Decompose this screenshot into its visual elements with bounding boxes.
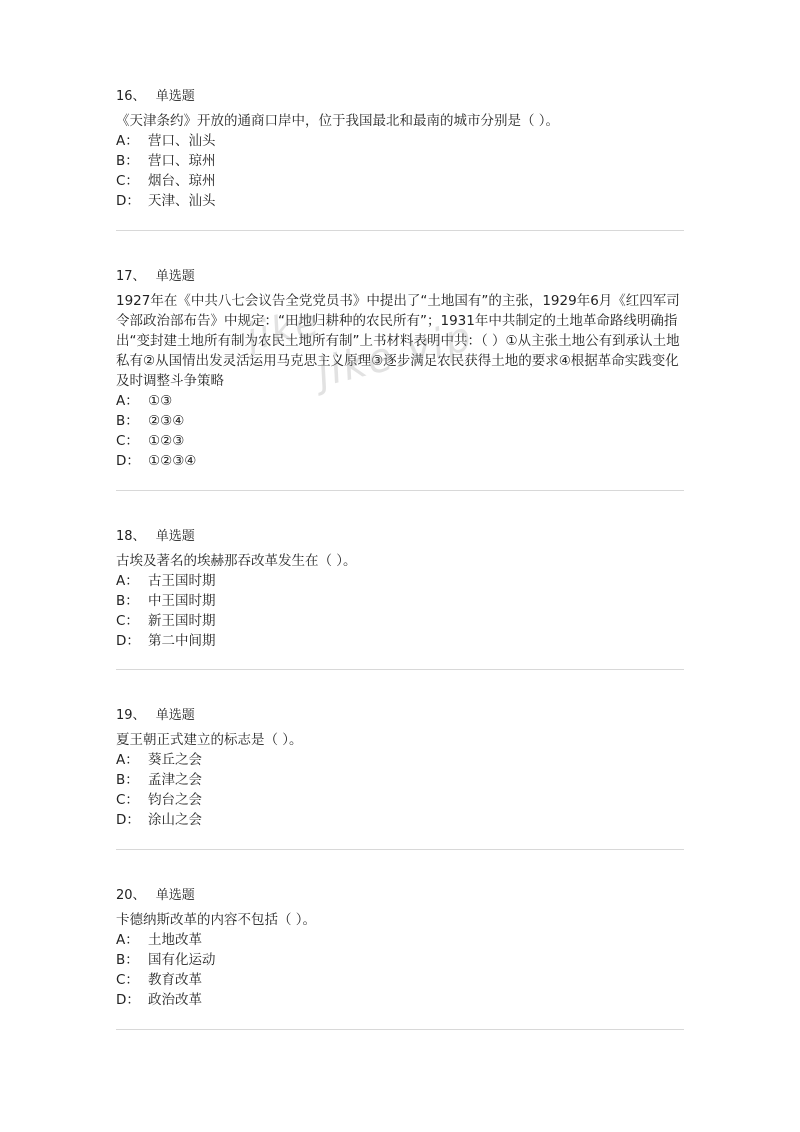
- option-c[interactable]: [116, 790, 686, 810]
- question-number: 19、: [116, 708, 146, 723]
- option-letter: C：: [116, 433, 139, 449]
- option-text: 涂山之会: [148, 812, 202, 828]
- option-list: [116, 571, 686, 651]
- option-letter: C：: [116, 613, 139, 629]
- option-text: 新王国时期: [148, 613, 216, 629]
- question-18: [116, 527, 686, 651]
- option-text: 政治改革: [148, 992, 202, 1008]
- question-type: 单选题: [155, 529, 195, 544]
- option-text: 钧台之会: [148, 792, 202, 808]
- question-header: [116, 527, 686, 547]
- question-number: 18、: [116, 529, 146, 544]
- option-letter: C：: [116, 972, 139, 988]
- option-text: ①②③④: [148, 453, 197, 469]
- question-19: [116, 706, 686, 830]
- question-stem: 夏王朝正式建立的标志是（ ）。: [116, 732, 303, 748]
- option-text: 天津、汕头: [148, 193, 216, 209]
- option-text: 孟津之会: [148, 772, 202, 788]
- watermark-line-1: jike: [241, 298, 325, 360]
- question-divider: [116, 230, 684, 231]
- option-d[interactable]: [116, 191, 686, 211]
- option-text: 葵丘之会: [148, 752, 202, 768]
- option-a[interactable]: [116, 391, 686, 411]
- question-divider: [116, 849, 684, 850]
- question-header: [116, 87, 686, 107]
- option-letter: B：: [116, 952, 139, 968]
- option-letter: D：: [116, 812, 140, 828]
- option-text: 国有化运动: [148, 952, 216, 968]
- option-d[interactable]: [116, 810, 686, 830]
- option-letter: C：: [116, 792, 139, 808]
- question-stem: 古埃及著名的埃赫那吞改革发生在（ ）。: [116, 553, 357, 569]
- question-header: [116, 886, 686, 906]
- option-text: 教育改革: [148, 972, 202, 988]
- option-letter: B：: [116, 413, 139, 429]
- question-number: 17、: [116, 269, 146, 284]
- option-d[interactable]: [116, 631, 686, 651]
- option-text: 营口、琼州: [148, 153, 216, 169]
- option-letter: B：: [116, 772, 139, 788]
- option-letter: D：: [116, 992, 140, 1008]
- question-20: [116, 886, 686, 1010]
- question-stem: 1927年在《中共八七会议告全党党员书》中提出了“土地国有”的主张，1929年6月《红四军司令部政治部布告》中规定：“田地归耕种的农民所有”；1931年中共制定的土地革命路线明确指出“变封建土地所有制为农民土地所有制”上书材料表明中共：（ ）①从主张土地公有到承认土地私有②从国情出发灵活运用马克思主义原理③逐步满足农民获得土地的要求④根据革命实践变化及时调整斗争策略: [116, 293, 680, 389]
- option-a[interactable]: [116, 131, 686, 151]
- option-a[interactable]: [116, 750, 686, 770]
- option-a[interactable]: [116, 930, 686, 950]
- question-type: 单选题: [155, 89, 195, 104]
- option-text: 第二中间期: [148, 633, 216, 649]
- option-letter: D：: [116, 633, 140, 649]
- option-b[interactable]: [116, 591, 686, 611]
- option-text: 土地改革: [148, 932, 202, 948]
- option-b[interactable]: [116, 411, 686, 431]
- question-header: [116, 267, 686, 287]
- watermark-line-2: jike.vip: [312, 313, 478, 397]
- question-header: [116, 706, 686, 726]
- option-letter: B：: [116, 153, 139, 169]
- question-16: [116, 87, 686, 211]
- option-letter: A：: [116, 573, 139, 589]
- option-text: 古王国时期: [148, 573, 216, 589]
- option-letter: A：: [116, 393, 139, 409]
- option-letter: A：: [116, 133, 139, 149]
- question-stem: 《天津条约》开放的通商口岸中，位于我国最北和最南的城市分别是（ ）。: [116, 113, 560, 129]
- option-b[interactable]: [116, 151, 686, 171]
- option-text: 烟台、琼州: [148, 173, 216, 189]
- option-c[interactable]: [116, 970, 686, 990]
- question-type: 单选题: [155, 888, 195, 903]
- option-d[interactable]: [116, 990, 686, 1010]
- option-letter: B：: [116, 593, 139, 609]
- option-b[interactable]: [116, 950, 686, 970]
- question-type: 单选题: [155, 269, 195, 284]
- option-letter: A：: [116, 932, 139, 948]
- option-letter: D：: [116, 453, 140, 469]
- question-divider: [116, 1029, 684, 1030]
- option-list: [116, 750, 686, 830]
- question-divider: [116, 669, 684, 670]
- option-list: [116, 391, 686, 471]
- option-text: 营口、汕头: [148, 133, 216, 149]
- option-a[interactable]: [116, 571, 686, 591]
- option-letter: A：: [116, 752, 139, 768]
- option-c[interactable]: [116, 611, 686, 631]
- option-letter: D：: [116, 193, 140, 209]
- option-text: ②③④: [148, 413, 185, 429]
- option-c[interactable]: [116, 171, 686, 191]
- option-text: 中王国时期: [148, 593, 216, 609]
- question-stem: 卡德纳斯改革的内容不包括（ ）。: [116, 912, 317, 928]
- question-divider: [116, 490, 684, 491]
- option-text: ①②③: [148, 433, 185, 449]
- option-list: [116, 131, 686, 211]
- question-number: 16、: [116, 89, 146, 104]
- question-17: [116, 267, 686, 471]
- option-letter: C：: [116, 173, 139, 189]
- question-number: 20、: [116, 888, 146, 903]
- option-b[interactable]: [116, 770, 686, 790]
- option-list: [116, 930, 686, 1010]
- option-text: ①③: [148, 393, 173, 409]
- question-type: 单选题: [155, 708, 195, 723]
- option-d[interactable]: [116, 451, 686, 471]
- option-c[interactable]: [116, 431, 686, 451]
